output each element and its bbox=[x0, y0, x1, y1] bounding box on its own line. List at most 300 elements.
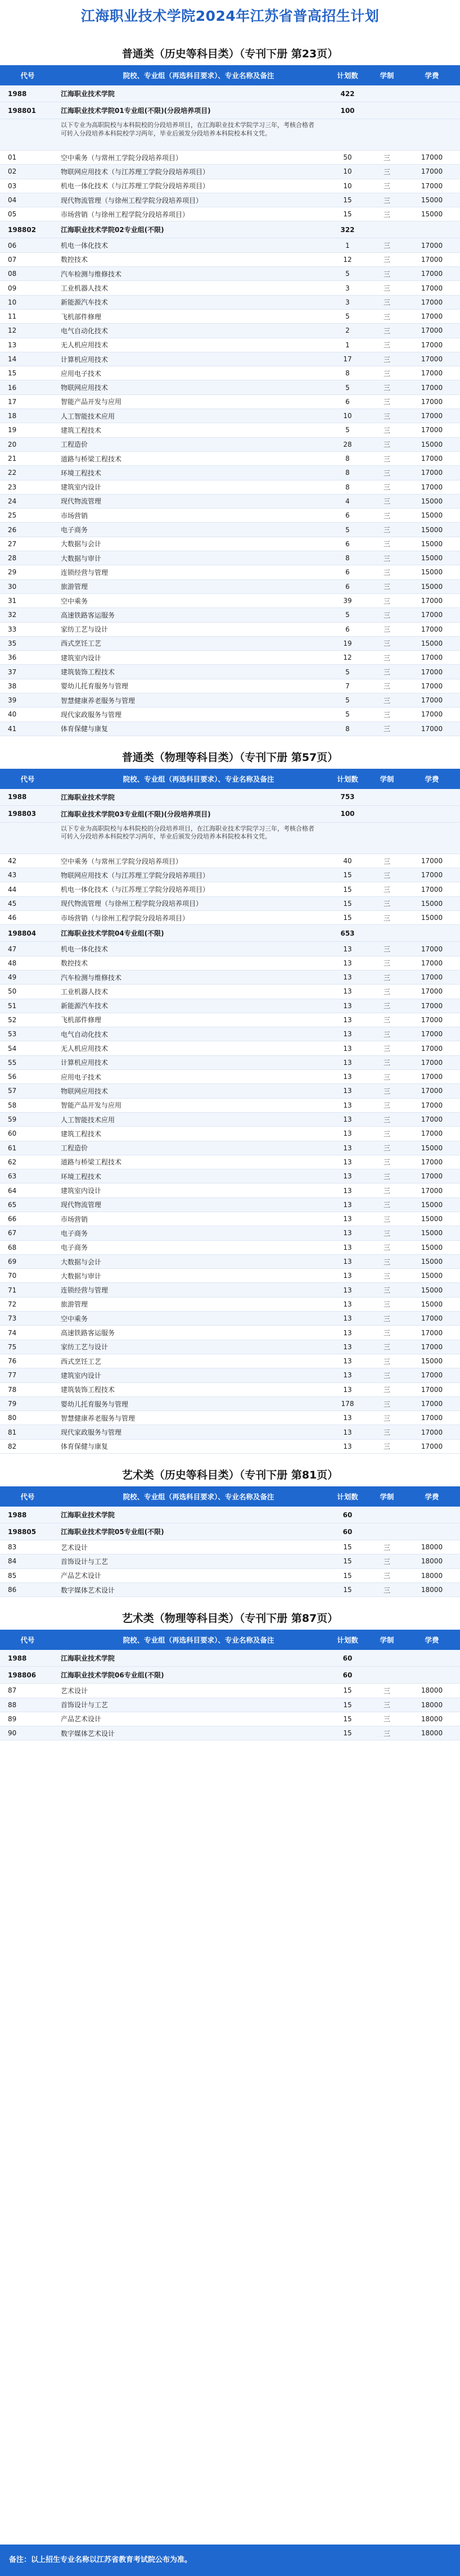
cell-plan-count: 6 bbox=[345, 539, 350, 548]
cell-name: 建筑装饰工程技术 bbox=[61, 1386, 115, 1394]
section-2 bbox=[0, 746, 460, 1454]
cell-plan-count: 6 bbox=[345, 397, 350, 406]
cell-name: 工业机器人技术 bbox=[61, 987, 109, 996]
cell-plan-count: 8 bbox=[345, 455, 350, 463]
cell-code: 73 bbox=[8, 1314, 17, 1323]
cell-name: 体育保健与康复 bbox=[61, 725, 109, 733]
cell-duration: 三 bbox=[383, 1101, 390, 1110]
cell-code: 44 bbox=[8, 885, 17, 894]
table-row bbox=[0, 708, 460, 722]
cell-tuition: 15000 bbox=[421, 1272, 443, 1280]
cell-code: 61 bbox=[8, 1144, 17, 1152]
cell-plan-count: 6 bbox=[345, 511, 350, 520]
table-row bbox=[0, 1269, 460, 1283]
cell-code: 36 bbox=[8, 654, 17, 662]
cell-name: 家纺工艺与设计 bbox=[61, 1343, 109, 1352]
cell-duration: 三 bbox=[383, 398, 390, 406]
cell-duration: 三 bbox=[383, 857, 390, 865]
table-row bbox=[0, 1013, 460, 1027]
cell-duration: 三 bbox=[383, 597, 390, 605]
cell-plan-count: 13 bbox=[343, 1144, 352, 1152]
table-row bbox=[0, 911, 460, 925]
cell-code bbox=[0, 119, 55, 150]
cell-plan-count: 5 bbox=[345, 611, 350, 619]
cell-tuition: 17000 bbox=[421, 945, 443, 953]
table-row bbox=[0, 466, 460, 480]
table-row bbox=[0, 452, 460, 466]
cell-code: 54 bbox=[8, 1044, 17, 1053]
cell-plan-count: 15 bbox=[343, 899, 352, 908]
cell-plan-count: 60 bbox=[342, 1654, 353, 1662]
cell-name: 婴幼儿托育服务与管理 bbox=[61, 682, 129, 691]
cell-code: 15 bbox=[8, 369, 17, 378]
cell-duration: 三 bbox=[383, 1158, 390, 1167]
cell-duration: 三 bbox=[383, 455, 390, 463]
cell-code: 10 bbox=[8, 298, 17, 306]
table-header bbox=[0, 65, 460, 85]
cell-duration: 三 bbox=[383, 668, 390, 677]
cell-duration: 三 bbox=[383, 611, 390, 619]
cell-name: 智慧健康养老服务与管理 bbox=[61, 1414, 136, 1422]
cell-plan-count: 5 bbox=[345, 312, 350, 321]
cell-tuition: 17000 bbox=[421, 885, 443, 894]
cell-tuition: 17000 bbox=[421, 611, 443, 619]
cell-duration: 三 bbox=[383, 1016, 390, 1024]
cell-plan-count: 15 bbox=[343, 914, 352, 922]
cell-code: 85 bbox=[8, 1571, 17, 1580]
header-code: 代号 bbox=[20, 774, 35, 783]
cell-plan-count: 13 bbox=[343, 1158, 352, 1166]
cell-name: 现代物流管理 bbox=[61, 497, 102, 506]
cell-code: 51 bbox=[8, 1001, 17, 1010]
table-row bbox=[0, 722, 460, 736]
cell-code: 78 bbox=[8, 1385, 17, 1394]
cell-tuition: 17000 bbox=[421, 455, 443, 463]
table-row bbox=[0, 1569, 460, 1583]
section-title: 普通类（物理等科目类）（专刊下册 第57页） bbox=[121, 751, 339, 764]
table-row bbox=[0, 679, 460, 693]
cell-code: 88 bbox=[8, 1700, 17, 1709]
cell-name: 电气自动化技术 bbox=[61, 326, 109, 335]
cell-plan-count: 5 bbox=[345, 525, 350, 534]
table-row bbox=[0, 565, 460, 579]
cell-plan-count: 50 bbox=[343, 153, 352, 162]
cell-name: 艺术设计 bbox=[61, 1686, 88, 1695]
cell-name: 道路与桥梁工程技术 bbox=[61, 455, 122, 463]
table-header bbox=[0, 1630, 460, 1650]
group-row bbox=[0, 1523, 460, 1540]
cell-code: 28 bbox=[8, 554, 17, 563]
cell-code: 68 bbox=[8, 1243, 17, 1251]
cell-code: 39 bbox=[8, 696, 17, 705]
cell-tuition: 15000 bbox=[421, 1258, 443, 1266]
cell-plan-count: 13 bbox=[343, 1115, 352, 1124]
table-row bbox=[0, 495, 460, 509]
table-row bbox=[0, 1241, 460, 1255]
cell-tuition: 17000 bbox=[421, 1044, 443, 1053]
cell-tuition: 15000 bbox=[421, 1286, 443, 1294]
cell-name: 计算机应用技术 bbox=[61, 355, 109, 364]
cell-name: 建筑装饰工程技术 bbox=[61, 668, 115, 677]
cell-code: 74 bbox=[8, 1328, 17, 1337]
cell-tuition: 18000 bbox=[421, 1715, 443, 1723]
cell-plan-count: 60 bbox=[342, 1511, 353, 1519]
cell-code: 198804 bbox=[8, 929, 37, 937]
table-row bbox=[0, 1726, 460, 1740]
cell-name: 旅游管理 bbox=[61, 1300, 88, 1309]
cell-duration: 三 bbox=[383, 554, 390, 563]
cell-duration: 三 bbox=[383, 1343, 390, 1352]
cell-plan-count: 13 bbox=[343, 1343, 352, 1351]
cell-tuition: 18000 bbox=[421, 1686, 443, 1695]
cell-code: 01 bbox=[8, 153, 17, 162]
cell-plan-count: 422 bbox=[340, 89, 355, 98]
cell-code: 198806 bbox=[8, 1671, 37, 1679]
cell-code: 48 bbox=[8, 959, 17, 967]
group-row bbox=[0, 925, 460, 942]
cell-duration: 三 bbox=[383, 1073, 390, 1081]
cell-code: 29 bbox=[8, 568, 17, 577]
cell-duration: 三 bbox=[383, 196, 390, 205]
cell-name: 飞机部件修理 bbox=[61, 1016, 102, 1024]
cell-plan-count: 4 bbox=[345, 497, 350, 505]
cell-duration: 三 bbox=[383, 1002, 390, 1010]
table-row bbox=[0, 882, 460, 896]
cell-plan-count: 3 bbox=[345, 298, 350, 306]
cell-tuition: 18000 bbox=[421, 1700, 443, 1709]
cell-name: 西式烹饪工艺 bbox=[61, 1357, 102, 1366]
header-name: 院校、专业组（再选科目要求）、专业名称及备注 bbox=[123, 1636, 274, 1645]
cell-duration: 三 bbox=[383, 1729, 390, 1738]
cell-name: 应用电子技术 bbox=[61, 369, 102, 378]
cell-name: 江海职业技术学院05专业组(不限) bbox=[61, 1528, 164, 1536]
cell-code: 45 bbox=[8, 899, 17, 908]
cell-name: 首饰设计与工艺 bbox=[61, 1701, 109, 1709]
cell-duration: 三 bbox=[383, 1443, 390, 1451]
cell-name: 应用电子技术 bbox=[61, 1073, 102, 1081]
cell-name: 婴幼儿托育服务与管理 bbox=[61, 1400, 129, 1408]
cell-tuition: 17000 bbox=[421, 483, 443, 491]
cell-tuition: 17000 bbox=[421, 1371, 443, 1380]
cell-name: 现代家政服务与管理 bbox=[61, 710, 122, 719]
cell-name: 以下专业为高职院校与本科院校的分段培养项目，在江海职业技术学院学习三年，考核合格者可转入分段培养本科院校学习两年，毕业后颁发分段培养本科院校本科文凭。 bbox=[61, 824, 314, 841]
cell-plan-count: 19 bbox=[343, 639, 352, 647]
cell-duration: 三 bbox=[383, 182, 390, 191]
cell-code: 198802 bbox=[8, 225, 37, 234]
cell-tuition: 15000 bbox=[421, 1243, 443, 1251]
table-row bbox=[0, 296, 460, 310]
table-row bbox=[0, 1155, 460, 1169]
cell-code: 07 bbox=[8, 255, 17, 264]
cell-plan-count: 15 bbox=[343, 1543, 352, 1552]
cell-duration: 三 bbox=[383, 1701, 390, 1709]
table-row bbox=[0, 281, 460, 295]
cell-name: 空中乘务（与常州工学院分段培养项目） bbox=[61, 857, 183, 865]
cell-duration: 三 bbox=[383, 167, 390, 176]
cell-name: 计算机应用技术 bbox=[61, 1059, 109, 1067]
cell-tuition: 17000 bbox=[421, 284, 443, 292]
cell-name: 电子商务 bbox=[61, 1244, 88, 1252]
cell-duration: 三 bbox=[383, 710, 390, 719]
cell-tuition: 17000 bbox=[421, 167, 443, 176]
cell-duration: 三 bbox=[383, 886, 390, 894]
cell-tuition: 17000 bbox=[421, 182, 443, 190]
cell-code: 21 bbox=[8, 455, 17, 463]
cell-code: 25 bbox=[8, 511, 17, 520]
cell-name: 大数据与会计 bbox=[61, 1258, 102, 1266]
table-row bbox=[0, 665, 460, 679]
cell-name: 大数据与审计 bbox=[61, 1272, 102, 1280]
table-row bbox=[0, 267, 460, 281]
cell-name: 环境工程技术 bbox=[61, 1172, 102, 1181]
cell-tuition: 18000 bbox=[421, 1543, 443, 1552]
cell-plan-count bbox=[325, 823, 370, 854]
table-row bbox=[0, 1712, 460, 1726]
table-row bbox=[0, 868, 460, 882]
cell-tuition: 17000 bbox=[421, 255, 443, 264]
table-row bbox=[0, 608, 460, 622]
cell-plan-count: 13 bbox=[343, 1314, 352, 1323]
cell-tuition: 17000 bbox=[421, 1385, 443, 1394]
cell-tuition: 18000 bbox=[421, 1586, 443, 1594]
cell-code: 60 bbox=[8, 1130, 17, 1138]
table-row bbox=[0, 1056, 460, 1070]
cell-tuition: 15000 bbox=[421, 196, 443, 205]
cell-tuition bbox=[404, 119, 460, 150]
cell-plan-count: 13 bbox=[343, 1058, 352, 1067]
table-row bbox=[0, 999, 460, 1013]
cell-plan-count: 13 bbox=[343, 987, 352, 996]
cell-name: 江海职业技术学院 bbox=[61, 793, 115, 801]
cell-plan-count: 13 bbox=[343, 1073, 352, 1081]
cell-duration: 三 bbox=[383, 469, 390, 477]
table-row bbox=[0, 523, 460, 537]
cell-name: 江海职业技术学院03专业组(不限)(分段培养项目) bbox=[61, 810, 211, 818]
cell-name: 数字媒体艺术设计 bbox=[61, 1586, 115, 1594]
cell-name: 建筑工程技术 bbox=[61, 426, 102, 434]
cell-name: 无人机应用技术 bbox=[61, 341, 109, 350]
cell-name: 家纺工艺与设计 bbox=[61, 625, 109, 634]
cell-duration: 三 bbox=[383, 1187, 390, 1195]
cell-duration: 三 bbox=[383, 1144, 390, 1153]
cell-duration: 三 bbox=[383, 973, 390, 982]
table-row bbox=[0, 1326, 460, 1340]
cell-duration: 三 bbox=[383, 355, 390, 364]
header-name: 院校、专业组（再选科目要求）、专业名称及备注 bbox=[123, 71, 274, 80]
table-row bbox=[0, 1554, 460, 1568]
cell-name: 连锁经营与管理 bbox=[61, 1286, 109, 1295]
cell-plan-count: 15 bbox=[343, 885, 352, 894]
cell-plan-count: 8 bbox=[345, 469, 350, 477]
cell-code: 11 bbox=[8, 312, 17, 321]
table-row bbox=[0, 310, 460, 324]
cell-code: 63 bbox=[8, 1172, 17, 1181]
cell-name: 工程造价 bbox=[61, 441, 88, 449]
cell-name: 旅游管理 bbox=[61, 583, 88, 591]
cell-duration: 三 bbox=[383, 153, 390, 162]
cell-tuition: 15000 bbox=[421, 1200, 443, 1209]
cell-duration: 三 bbox=[383, 654, 390, 662]
cell-plan-count: 15 bbox=[343, 1729, 352, 1738]
cell-code: 81 bbox=[8, 1428, 17, 1436]
section-title: 普通类（历史等科目类）（专刊下册 第23页） bbox=[121, 48, 339, 60]
cell-duration: 三 bbox=[383, 1314, 390, 1323]
header-code: 代号 bbox=[20, 1493, 35, 1502]
cell-plan-count: 100 bbox=[340, 106, 355, 115]
cell-plan-count: 10 bbox=[343, 182, 352, 190]
table-row bbox=[0, 1298, 460, 1312]
cell-duration: 三 bbox=[383, 914, 390, 922]
cell-plan-count: 6 bbox=[345, 625, 350, 633]
table-row bbox=[0, 1583, 460, 1597]
cell-plan-count: 13 bbox=[343, 1258, 352, 1266]
header-duration: 学制 bbox=[380, 71, 394, 80]
cell-name: 飞机部件修理 bbox=[61, 312, 102, 321]
cell-code: 86 bbox=[8, 1586, 17, 1594]
cell-tuition: 15000 bbox=[421, 440, 443, 448]
cell-duration: 三 bbox=[383, 341, 390, 350]
cell-name: 智能产品开发与应用 bbox=[61, 398, 122, 406]
cell-name: 工程造价 bbox=[61, 1144, 88, 1153]
table-row bbox=[0, 1411, 460, 1425]
cell-code: 1988 bbox=[8, 89, 27, 98]
cell-name: 新能源汽车技术 bbox=[61, 1002, 109, 1010]
cell-name: 建筑室内设计 bbox=[61, 483, 102, 492]
cell-duration: 三 bbox=[383, 1715, 390, 1724]
cell-plan-count: 15 bbox=[343, 196, 352, 205]
table-row bbox=[0, 380, 460, 394]
cell-code: 71 bbox=[8, 1286, 17, 1294]
cell-tuition: 17000 bbox=[421, 1414, 443, 1422]
cell-name: 大数据与会计 bbox=[61, 540, 102, 548]
cell-name: 市场营销 bbox=[61, 511, 88, 520]
cell-plan-count: 12 bbox=[343, 255, 352, 264]
cell-plan-count: 39 bbox=[343, 597, 352, 605]
cell-name: 现代物流管理 bbox=[61, 1201, 102, 1209]
cell-code: 59 bbox=[8, 1115, 17, 1124]
cell-name: 现代物流管理（与徐州工程学院分段培养项目） bbox=[61, 196, 203, 205]
cell-duration: 三 bbox=[383, 725, 390, 733]
cell-duration: 三 bbox=[383, 1572, 390, 1580]
table-row bbox=[0, 1198, 460, 1212]
cell-tuition: 15000 bbox=[421, 1215, 443, 1223]
cell-tuition: 17000 bbox=[421, 654, 443, 662]
cell-plan-count: 13 bbox=[343, 1172, 352, 1181]
cell-name: 机电一体化技术 bbox=[61, 945, 109, 953]
cell-duration: 三 bbox=[383, 1045, 390, 1053]
table-row bbox=[0, 1340, 460, 1354]
cell-tuition: 17000 bbox=[421, 369, 443, 378]
cell-plan-count: 13 bbox=[343, 973, 352, 982]
cell-tuition: 17000 bbox=[421, 1058, 443, 1067]
cell-tuition: 17000 bbox=[421, 1328, 443, 1337]
cell-tuition: 17000 bbox=[421, 1428, 443, 1436]
cell-name: 人工智能技术应用 bbox=[61, 412, 115, 420]
cell-code: 47 bbox=[8, 945, 17, 953]
cell-name: 环境工程技术 bbox=[61, 469, 102, 477]
cell-duration: 三 bbox=[383, 1286, 390, 1295]
cell-tuition: 17000 bbox=[421, 1015, 443, 1024]
table-row bbox=[0, 395, 460, 409]
cell-tuition: 17000 bbox=[421, 341, 443, 349]
cell-plan-count: 8 bbox=[345, 483, 350, 491]
page-title: 江海职业技术学院2024年江苏省普高招生计划 bbox=[80, 8, 380, 24]
table-row bbox=[0, 366, 460, 380]
cell-code: 38 bbox=[8, 682, 17, 690]
cell-code: 04 bbox=[8, 196, 17, 205]
table-row bbox=[0, 1397, 460, 1411]
cell-plan-count: 5 bbox=[345, 270, 350, 278]
cell-tuition: 18000 bbox=[421, 1571, 443, 1580]
cell-code: 55 bbox=[8, 1058, 17, 1067]
cell-name: 江海职业技术学院04专业组(不限) bbox=[61, 929, 164, 938]
cell-plan-count: 13 bbox=[343, 1243, 352, 1251]
header-tuition: 学费 bbox=[425, 71, 439, 80]
table-row bbox=[0, 324, 460, 338]
cell-name: 建筑室内设计 bbox=[61, 1187, 102, 1195]
cell-tuition: 15000 bbox=[421, 511, 443, 520]
cell-code: 19 bbox=[8, 426, 17, 434]
cell-duration: 三 bbox=[383, 1586, 390, 1594]
cell-plan-count: 8 bbox=[345, 369, 350, 378]
cell-duration: 三 bbox=[383, 1543, 390, 1552]
cell-name: 高速铁路客运服务 bbox=[61, 1329, 115, 1337]
cell-code: 83 bbox=[8, 1543, 17, 1552]
cell-duration: 三 bbox=[383, 1130, 390, 1138]
cell-code: 1988 bbox=[8, 793, 27, 801]
table-row bbox=[0, 165, 460, 179]
cell-duration: 三 bbox=[383, 682, 390, 691]
cell-plan-count: 100 bbox=[340, 810, 355, 818]
cell-tuition: 17000 bbox=[421, 1314, 443, 1323]
cell-plan-count: 13 bbox=[343, 1414, 352, 1422]
cell-tuition bbox=[404, 823, 460, 854]
cell-duration bbox=[370, 119, 404, 150]
table-row bbox=[0, 956, 460, 970]
header-tuition: 学费 bbox=[425, 1493, 439, 1502]
group-row bbox=[0, 1650, 460, 1667]
footer-note: 备注：以上招生专业名称以江苏省教育考试院公布为准。 bbox=[0, 2545, 460, 2576]
table-row bbox=[0, 352, 460, 366]
cell-code: 72 bbox=[8, 1300, 17, 1308]
cell-tuition: 17000 bbox=[421, 1172, 443, 1181]
table-row bbox=[0, 193, 460, 207]
table-row bbox=[0, 1169, 460, 1183]
table-row bbox=[0, 1113, 460, 1127]
table-row bbox=[0, 594, 460, 608]
cell-name: 江海职业技术学院06专业组(不限) bbox=[61, 1671, 164, 1680]
cell-code: 80 bbox=[8, 1414, 17, 1422]
cell-code: 76 bbox=[8, 1357, 17, 1366]
cell-name: 机电一体化技术（与江苏理工学院分段培养项目） bbox=[61, 182, 210, 191]
cell-plan-count: 15 bbox=[343, 871, 352, 879]
table-row bbox=[0, 1684, 460, 1698]
cell-plan-count: 15 bbox=[343, 1557, 352, 1566]
cell-tuition: 17000 bbox=[421, 871, 443, 879]
cell-name: 建筑工程技术 bbox=[61, 1130, 102, 1138]
table-row bbox=[0, 623, 460, 637]
cell-duration: 三 bbox=[383, 284, 390, 293]
cell-duration: 三 bbox=[383, 1386, 390, 1394]
cell-code: 62 bbox=[8, 1158, 17, 1166]
header-duration: 学制 bbox=[380, 774, 394, 783]
cell-plan-count: 13 bbox=[343, 1001, 352, 1010]
cell-plan-count: 13 bbox=[343, 1015, 352, 1024]
cell-duration: 三 bbox=[383, 871, 390, 879]
table-row bbox=[0, 480, 460, 495]
cell-code: 13 bbox=[8, 341, 17, 349]
cell-plan-count: 13 bbox=[343, 1200, 352, 1209]
